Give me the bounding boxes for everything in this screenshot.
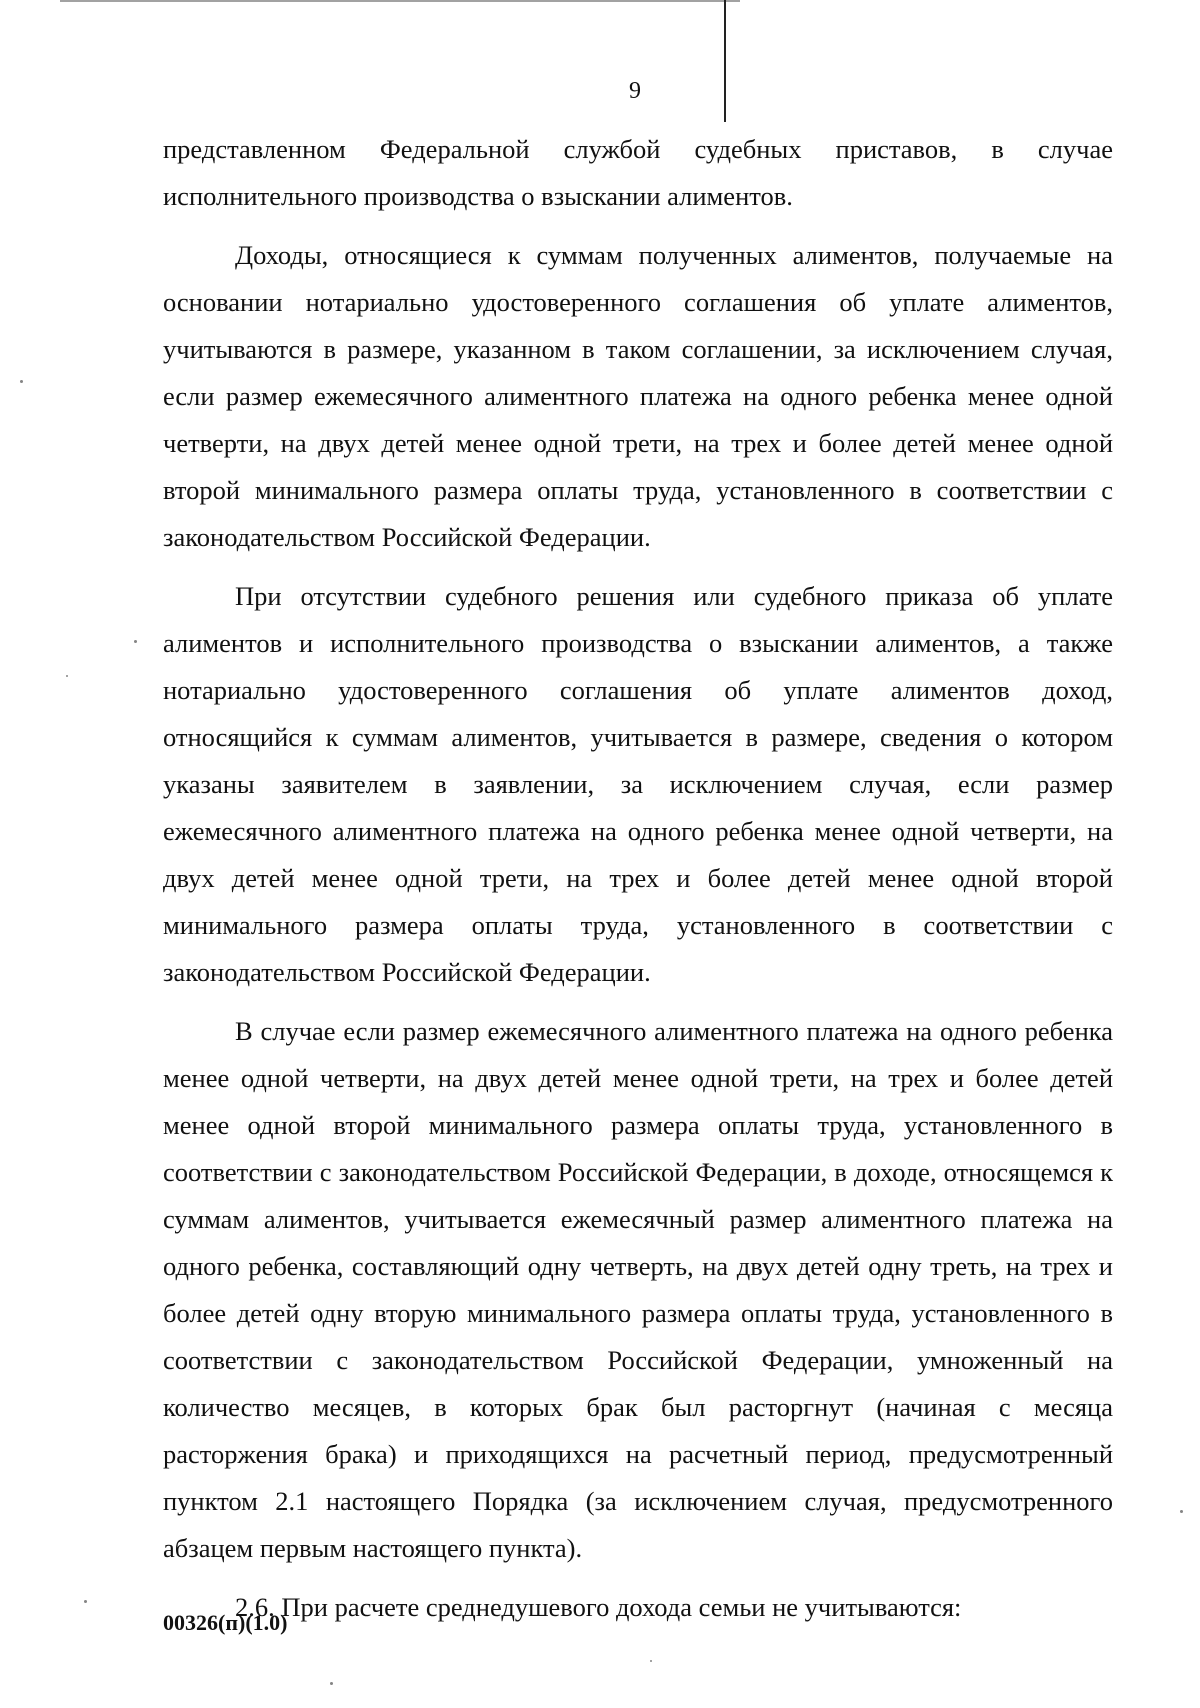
scan-speck — [20, 380, 23, 383]
document-footer-code: 00326(п)(1.0) — [163, 1610, 288, 1635]
page-number: 9 — [629, 78, 641, 104]
scan-artifact-top-line — [60, 0, 740, 2]
scan-speck — [650, 1660, 652, 1662]
scan-speck — [1180, 1510, 1183, 1513]
paragraph-continuation: представленном Федеральной службой судебных приставов, в случае исполнительного производства о взыскании алиментов. — [163, 134, 1113, 211]
paragraph-section-2-6: 2.6. При расчете среднедушевого дохода семьи не учитываются: — [235, 1592, 962, 1622]
paragraph-notarial-agreement: Доходы, относящиеся к суммам полученных алиментов, получаемые на основании нотариально удостоверенного соглашения об уплате алиментов, учитываются в размере, указанном в таком соглашении, за исключением случая, если размер ежемесячного алиментного платежа на одного ребенка менее одной четверти, на двух детей менее одной трети, на трех и более детей менее одной второй минимального размера оплаты труда, установленного в соответствии с законодательством Российской Федерации. — [163, 240, 1113, 552]
paragraph-no-court-decision: При отсутствии судебного решения или судебного приказа об уплате алиментов и исполнительного производства о взыскании алиментов, а также нотариально удостоверенного соглашения об уплате алиментов доход, относящийся к суммам алиментов, учитывается в размере, сведения о котором указаны заявителем в заявлении, за исключением случая, если размер ежемесячного алиментного платежа на одного ребенка менее одной четверти, на двух детей менее одной трети, на трех и более детей менее одной второй минимального размера оплаты труда, установленного в соответствии с законодательством Российской Федерации. — [163, 581, 1113, 987]
scan-speck — [330, 1682, 333, 1685]
scan-speck — [134, 640, 137, 643]
document-body — [163, 126, 1113, 1631]
paragraph-minimum-alimony: В случае если размер ежемесячного алиментного платежа на одного ребенка менее одной четверти, на двух детей менее одной трети, на трех и более детей менее одной второй минимального размера оплаты труда, установленного в соответствии с законодательством Российской Федерации, в доходе, относящемся к суммам алиментов, учитывается ежемесячный размер алиментного платежа на одного ребенка, составляющий одну четверть, на двух детей одну треть, на трех и более детей одну вторую минимального размера оплаты труда, установленного в соответствии с законодательством Российской Федерации, умноженный на количество месяцев, в которых брак был расторгнут (начиная с месяца расторжения брака) и приходящихся на расчетный период, предусмотренный пунктом 2.1 настоящего Порядка (за исключением случая, предусмотренного абзацем первым настоящего пункта). — [163, 1016, 1113, 1563]
scan-speck — [66, 675, 68, 677]
scan-speck — [84, 1600, 87, 1603]
